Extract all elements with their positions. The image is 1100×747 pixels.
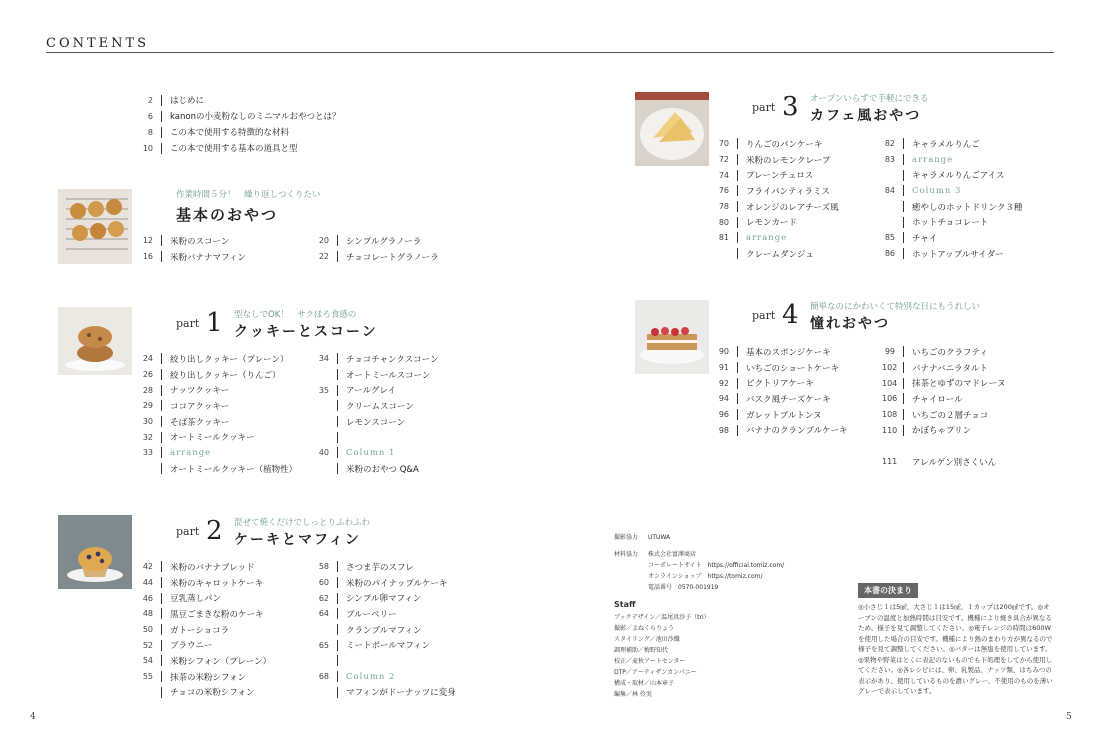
muffin-image bbox=[58, 515, 132, 589]
page-number: 50 bbox=[140, 624, 162, 635]
item-title: ナッツクッキー bbox=[170, 386, 230, 397]
list-item[interactable] bbox=[140, 559, 271, 575]
list-item[interactable] bbox=[882, 167, 1022, 183]
list-item[interactable] bbox=[140, 429, 297, 445]
item-title: さつま芋のスフレ bbox=[346, 562, 414, 573]
page-number: 62 bbox=[316, 593, 338, 604]
item-title: りんごのパンケーキ bbox=[746, 139, 823, 150]
page-number: 65 bbox=[316, 640, 338, 651]
item-title: チャイ bbox=[912, 233, 938, 244]
spacer-row bbox=[316, 653, 456, 669]
list-item[interactable] bbox=[316, 382, 439, 398]
part-number: 2 bbox=[206, 516, 223, 546]
list-item[interactable] bbox=[316, 249, 439, 265]
item-title: ホットアップルサイダー bbox=[912, 249, 1004, 260]
page-number: 82 bbox=[882, 138, 904, 149]
page-number: 33 bbox=[140, 447, 162, 458]
page-number: 86 bbox=[882, 248, 904, 259]
item-title: キャラメルりんごアイス bbox=[912, 171, 1005, 182]
basic-section-heading bbox=[176, 188, 321, 225]
list-item[interactable] bbox=[140, 653, 271, 669]
item-title: オートミールクッキー bbox=[170, 433, 255, 444]
credit-line: コーポレートサイト https://official.tomiz.com/ bbox=[648, 562, 785, 569]
item-title: この本で使用する特徴的な材料 bbox=[170, 128, 290, 138]
page-number: 35 bbox=[316, 385, 338, 396]
muffin-photo bbox=[58, 515, 132, 589]
part4-heading bbox=[752, 300, 1042, 330]
page-number: 29 bbox=[140, 400, 162, 411]
item-title: かぼちゃプリン bbox=[912, 426, 972, 437]
item-title: この本で使用する基本の道具と型 bbox=[170, 144, 298, 154]
part-label: part bbox=[176, 525, 200, 538]
item-title: はじめに bbox=[170, 96, 205, 106]
list-item[interactable] bbox=[316, 233, 439, 249]
page-number: 55 bbox=[140, 671, 162, 682]
part-number: 1 bbox=[206, 308, 223, 338]
list-item[interactable] bbox=[140, 249, 246, 265]
page-number bbox=[316, 624, 338, 635]
item-title: ガレットブルトンヌ bbox=[746, 410, 822, 421]
part3-list-col1 bbox=[716, 136, 839, 262]
allergy-index-item[interactable] bbox=[882, 454, 1006, 470]
section-subtitle: 簡単なのにかわいくて特別な日にもうれしい bbox=[810, 302, 981, 312]
item-title: クレームダンジュ bbox=[746, 249, 814, 260]
list-item[interactable] bbox=[716, 152, 839, 168]
cookies-photo bbox=[58, 189, 132, 264]
item-title: オートミールスコーン bbox=[346, 370, 431, 381]
list-item[interactable] bbox=[716, 344, 848, 360]
page-number: 34 bbox=[316, 353, 338, 364]
part2-heading bbox=[176, 516, 436, 546]
page-number: 64 bbox=[316, 608, 338, 619]
page-number bbox=[316, 369, 338, 380]
arrange-item[interactable] bbox=[716, 230, 839, 246]
staff-line: DTP／アーティザンカンパニー bbox=[614, 669, 697, 676]
column-label: Column 3 bbox=[912, 185, 962, 196]
page-number: 30 bbox=[140, 416, 162, 427]
list-item[interactable] bbox=[316, 590, 456, 606]
basic-list-col1 bbox=[140, 233, 246, 264]
section-title: 憧れおやつ bbox=[810, 316, 890, 332]
list-item[interactable] bbox=[882, 136, 1022, 152]
section-subtitle: 作業時間５分！ 繰り返しつくりたい bbox=[176, 190, 321, 200]
item-title: いちごのショートケーキ bbox=[746, 363, 840, 374]
list-item[interactable] bbox=[716, 136, 839, 152]
page-number: 110 bbox=[882, 425, 904, 436]
cookies-image bbox=[58, 189, 132, 264]
list-item[interactable] bbox=[716, 407, 848, 423]
arrange-label: arrange bbox=[746, 232, 788, 243]
item-title: ガトーショコラ bbox=[170, 625, 230, 636]
page-number bbox=[882, 217, 904, 228]
list-item[interactable] bbox=[140, 398, 297, 414]
part-number: 4 bbox=[782, 300, 799, 330]
item-title: 抹茶とゆずのマドレーヌ bbox=[912, 379, 1006, 390]
item-title: ホットチョコレート bbox=[912, 218, 989, 229]
page-number: 20 bbox=[316, 235, 338, 246]
item-title: チョコレートグラノーラ bbox=[346, 252, 439, 263]
page-number: 32 bbox=[140, 432, 162, 443]
page-number: 28 bbox=[140, 385, 162, 396]
list-item[interactable] bbox=[140, 637, 271, 653]
list-item[interactable] bbox=[716, 199, 839, 215]
part4-list-col2 bbox=[882, 344, 1006, 470]
item-title: 基本のスポンジケーキ bbox=[746, 347, 831, 358]
page-number: 8 bbox=[140, 127, 162, 138]
page-number-blank bbox=[882, 170, 904, 181]
item-title: 癒やしのホットドリンク３種 bbox=[912, 202, 1023, 213]
list-item[interactable] bbox=[316, 461, 439, 477]
list-item[interactable] bbox=[316, 559, 456, 575]
part4-list-col1 bbox=[716, 344, 848, 438]
list-item[interactable] bbox=[716, 391, 848, 407]
list-item[interactable] bbox=[140, 575, 271, 591]
page-number: 92 bbox=[716, 378, 738, 389]
page-number-blank bbox=[716, 248, 738, 259]
page-number: 80 bbox=[716, 217, 738, 228]
page-number: 42 bbox=[140, 561, 162, 572]
basic-list-col2 bbox=[316, 233, 439, 264]
item-title: オートミールクッキー（植物性） bbox=[170, 464, 298, 475]
list-item[interactable] bbox=[882, 391, 1006, 407]
photo-credit bbox=[614, 532, 784, 543]
page-number: 102 bbox=[882, 362, 904, 373]
page-number: 6 bbox=[140, 111, 162, 122]
page-number: 48 bbox=[140, 608, 162, 619]
item-title: バナナのクランブルケーキ bbox=[746, 426, 848, 437]
page-number: 26 bbox=[140, 369, 162, 380]
crepe-photo bbox=[635, 92, 709, 166]
credit-line: オンラインショップ https://tomiz.com/ bbox=[648, 573, 763, 580]
list-item[interactable] bbox=[316, 414, 439, 430]
page-number: 76 bbox=[716, 185, 738, 196]
item-title: kanonの小麦粉なしのミニマルおやつとは？ bbox=[170, 112, 341, 122]
list-item[interactable] bbox=[140, 606, 271, 622]
staff-line: 編集／林 伶実 bbox=[614, 691, 652, 698]
page-number-blank bbox=[316, 655, 338, 666]
item-title: ビクトリアケーキ bbox=[746, 379, 814, 390]
page-number: 60 bbox=[316, 577, 338, 588]
list-item[interactable] bbox=[716, 375, 848, 391]
page-number: 96 bbox=[716, 409, 738, 420]
list-item[interactable] bbox=[140, 367, 297, 383]
cake-photo bbox=[635, 300, 709, 374]
page-number: 12 bbox=[140, 235, 162, 246]
part1-list-col2 bbox=[316, 351, 439, 477]
list-item[interactable] bbox=[882, 422, 1006, 438]
item-title: 米粉のキャロットケーキ bbox=[170, 578, 264, 589]
item-title: バナナバニラタルト bbox=[912, 363, 988, 374]
item-title: 米粉のスコーン bbox=[170, 236, 230, 247]
part-label: part bbox=[176, 317, 200, 330]
page-number-blank bbox=[316, 463, 338, 474]
list-item[interactable] bbox=[882, 230, 1022, 246]
section-title: 基本のおやつ bbox=[176, 206, 279, 224]
staff-line: 校正／麦秋アートセンター bbox=[614, 658, 686, 665]
page-number: 58 bbox=[316, 561, 338, 572]
item-title: プレーンチュロス bbox=[746, 171, 814, 182]
list-item[interactable] bbox=[882, 375, 1006, 391]
column-item[interactable] bbox=[882, 183, 1022, 199]
page-number-blank bbox=[140, 463, 162, 474]
page-number-left: 4 bbox=[30, 712, 36, 722]
page-number: 54 bbox=[140, 655, 162, 666]
list-item[interactable] bbox=[140, 92, 340, 108]
page-number: 108 bbox=[882, 409, 904, 420]
item-title: フライパンティラミス bbox=[746, 186, 830, 197]
list-item[interactable] bbox=[140, 590, 271, 606]
page-number: 74 bbox=[716, 170, 738, 181]
page-number bbox=[882, 201, 904, 212]
list-item[interactable] bbox=[140, 351, 297, 367]
item-title: アールグレイ bbox=[346, 386, 396, 397]
item-title: ココアクッキー bbox=[170, 401, 230, 412]
section-title: ケーキとマフィン bbox=[234, 532, 361, 548]
page-number: 70 bbox=[716, 138, 738, 149]
page-number bbox=[140, 687, 162, 698]
page-number: 94 bbox=[716, 393, 738, 404]
page-number: 10 bbox=[140, 143, 162, 154]
item-title: ブルーベリー bbox=[346, 609, 397, 620]
item-title: 米粉バナナマフィン bbox=[170, 252, 246, 263]
list-item[interactable] bbox=[140, 461, 297, 477]
credit-line: 株式会社富澤商店 bbox=[648, 551, 697, 558]
item-title: レモンカード bbox=[746, 218, 798, 229]
list-item[interactable] bbox=[140, 140, 340, 156]
page-number: 104 bbox=[882, 378, 904, 389]
page-number: 81 bbox=[716, 232, 738, 243]
item-title: ミートボールマフィン bbox=[346, 641, 431, 652]
page-number: 106 bbox=[882, 393, 904, 404]
item-title: 米粉のおやつ Q&A bbox=[346, 464, 419, 475]
section-subtitle: 混ぜて焼くだけでしっとりふわふわ bbox=[234, 518, 371, 528]
staff-line: 調理補助／梅野知代 bbox=[614, 647, 669, 654]
page-number: 24 bbox=[140, 353, 162, 364]
item-title: クランブルマフィン bbox=[346, 625, 422, 636]
list-item[interactable] bbox=[716, 422, 848, 438]
list-item[interactable] bbox=[140, 414, 297, 430]
cake-image bbox=[635, 300, 709, 374]
list-item[interactable] bbox=[316, 606, 456, 622]
spacer-row bbox=[882, 438, 1006, 454]
section-subtitle: オーブンいらずで手軽にできる bbox=[810, 94, 929, 104]
page-number: 90 bbox=[716, 346, 738, 357]
credit-value: UTUWA bbox=[648, 534, 671, 541]
list-item[interactable] bbox=[316, 685, 456, 701]
list-item[interactable] bbox=[140, 108, 340, 124]
list-item[interactable] bbox=[140, 382, 297, 398]
crepe-image bbox=[635, 92, 709, 166]
item-title: 黒豆ごまきな粉のケーキ bbox=[170, 609, 264, 620]
page-number bbox=[316, 400, 338, 411]
list-item[interactable] bbox=[316, 398, 439, 414]
page-number: 40 bbox=[316, 447, 338, 458]
arrange-label: arrange bbox=[170, 447, 212, 458]
item-title: クリームスコーン bbox=[346, 401, 414, 412]
item-title: マフィンがドーナッツに変身 bbox=[346, 688, 456, 699]
list-item[interactable] bbox=[140, 685, 271, 701]
page-number-blank bbox=[316, 687, 338, 698]
part3-heading bbox=[752, 92, 1012, 122]
rules-badge: 本書の決まり bbox=[858, 583, 918, 598]
section-title: カフェ風おやつ bbox=[810, 108, 922, 124]
list-item[interactable] bbox=[140, 622, 271, 638]
staff-line: スタイリング／池田沙織 bbox=[614, 636, 680, 643]
part2-list-col1 bbox=[140, 559, 271, 700]
page-number bbox=[316, 416, 338, 427]
page-number: 111 bbox=[882, 457, 898, 467]
page-number: 16 bbox=[140, 251, 162, 262]
column-label: Column 1 bbox=[346, 447, 396, 458]
spacer-row bbox=[316, 429, 439, 445]
item-title: ブラウニー bbox=[170, 641, 213, 652]
item-title: いちごの２層チョコ bbox=[912, 410, 989, 421]
page-number: 83 bbox=[882, 154, 904, 165]
item-title: レモンスコーン bbox=[346, 417, 406, 428]
part-label: part bbox=[752, 309, 776, 322]
item-title: オレンジのレアチーズ風 bbox=[746, 202, 839, 213]
arrange-label: arrange bbox=[912, 154, 954, 165]
page-number: 84 bbox=[882, 185, 904, 196]
item-title: チョコチャンクスコーン bbox=[346, 354, 439, 365]
item-title: 抹茶の米粉シフォン bbox=[170, 672, 247, 683]
staff-line: ブックデザイン／温尾真沙子（tri） bbox=[614, 614, 710, 621]
list-item[interactable] bbox=[316, 367, 439, 383]
list-item[interactable] bbox=[882, 246, 1022, 262]
item-title: 米粉のバナナブレッド bbox=[170, 562, 255, 573]
page-number: 44 bbox=[140, 577, 162, 588]
list-item[interactable] bbox=[316, 637, 456, 653]
part1-list-col1 bbox=[140, 351, 297, 477]
page-number-blank bbox=[882, 440, 904, 451]
list-item[interactable] bbox=[316, 622, 456, 638]
list-item[interactable] bbox=[882, 344, 1006, 360]
column-label: Column 2 bbox=[346, 671, 396, 682]
page-number: 85 bbox=[882, 232, 904, 243]
item-title: 豆乳蒸しパン bbox=[170, 594, 222, 605]
list-item[interactable] bbox=[716, 246, 839, 262]
page-number: 78 bbox=[716, 201, 738, 212]
list-item[interactable] bbox=[882, 199, 1022, 215]
list-item[interactable] bbox=[140, 233, 246, 249]
page-number: 52 bbox=[140, 640, 162, 651]
section-title: クッキーとスコーン bbox=[234, 324, 378, 340]
page-number: 91 bbox=[716, 362, 738, 373]
item-title: シンプルグラノーラ bbox=[346, 236, 422, 247]
staff-heading: Staff bbox=[614, 600, 636, 609]
part1-heading bbox=[176, 308, 436, 338]
page-number: 98 bbox=[716, 425, 738, 436]
item-title: シンプル卵マフィン bbox=[346, 594, 422, 605]
book-rules bbox=[858, 578, 1056, 697]
credit-label: 撮影協力 bbox=[614, 534, 639, 541]
item-title: 米粉シフォン（プレーン） bbox=[170, 656, 272, 667]
credits-block bbox=[614, 532, 784, 700]
item-title: 絞り出しクッキー（プレーン） bbox=[170, 354, 289, 365]
list-item[interactable] bbox=[316, 575, 456, 591]
page-number: 2 bbox=[140, 95, 162, 106]
item-title: 米粉のパイナップルケーキ bbox=[346, 578, 448, 589]
part-label: part bbox=[752, 101, 776, 114]
page-number: 72 bbox=[716, 154, 738, 165]
scones-image bbox=[58, 307, 132, 375]
section-subtitle: 型なしでOK！ サクほろ食感の bbox=[234, 310, 357, 320]
item-title: バスク風チーズケーキ bbox=[746, 394, 831, 405]
page-number: 46 bbox=[140, 593, 162, 604]
item-title: 米粉のレモンクレープ bbox=[746, 155, 831, 166]
staff-line: 構成・取材／山本章子 bbox=[614, 680, 675, 687]
page-number-right: 5 bbox=[1066, 712, 1072, 722]
intro-list bbox=[140, 92, 340, 156]
item-title: そば茶クッキー bbox=[170, 417, 230, 428]
item-title: チョコの米粉シフォン bbox=[170, 688, 255, 699]
header-divider bbox=[46, 52, 1054, 53]
part3-list-col2 bbox=[882, 136, 1022, 262]
material-credit bbox=[614, 549, 784, 593]
staff-line: 撮影／よねくらりょう bbox=[614, 625, 675, 632]
page-number: 99 bbox=[882, 346, 904, 357]
page-number: 22 bbox=[316, 251, 338, 262]
part-number: 3 bbox=[782, 92, 799, 122]
credit-line: 電話番号 0570-001919 bbox=[648, 584, 719, 591]
contents-heading: CONTENTS bbox=[46, 36, 150, 51]
item-title: 絞り出しクッキー（りんご） bbox=[170, 370, 281, 381]
list-item[interactable] bbox=[882, 214, 1022, 230]
rules-text: ◎小さじ１は5㎖、大さじ１は15㎖、１カップは200㎖です。◎オーブンの温度と加熱時間は目安です。機種により焼き具合が異なるため、様子を見て調整してください。◎電子レンジの時間は600Wを使用した場合の目安です。機種により熱のまわり方が異なるので様子を見て調整してください。◎バターは無塩を使用しています。◎果物や野菜はとくに表記のないものでも下処理をしてから使用してください。◎各レシピには、卵、乳製品、ナッツ類、はちみつの表示があり、使用しているものを濃いグレー、不使用のものを薄いグレーで表示しています。 bbox=[858, 603, 1053, 695]
column-item[interactable] bbox=[316, 669, 456, 685]
page-number-blank bbox=[316, 432, 338, 443]
item-title: アレルゲン別さくいん bbox=[912, 457, 997, 468]
item-title: いちごのクラフティ bbox=[912, 347, 988, 358]
item-title: キャラメルりんご bbox=[912, 139, 980, 150]
list-item[interactable] bbox=[716, 183, 839, 199]
list-item[interactable] bbox=[716, 214, 839, 230]
list-item[interactable] bbox=[316, 351, 439, 367]
list-item[interactable] bbox=[882, 360, 1006, 376]
list-item[interactable] bbox=[716, 360, 848, 376]
item-title: チャイロール bbox=[912, 394, 963, 405]
list-item[interactable] bbox=[140, 669, 271, 685]
list-item[interactable] bbox=[882, 407, 1006, 423]
credit-label: 材料協力 bbox=[614, 551, 639, 558]
column-item[interactable] bbox=[316, 445, 439, 461]
list-item[interactable] bbox=[716, 167, 839, 183]
page-number: 68 bbox=[316, 671, 338, 682]
scones-photo bbox=[58, 307, 132, 375]
list-item[interactable] bbox=[140, 124, 340, 140]
arrange-item[interactable] bbox=[882, 152, 1022, 168]
arrange-item[interactable] bbox=[140, 445, 297, 461]
part2-list-col2 bbox=[316, 559, 456, 700]
